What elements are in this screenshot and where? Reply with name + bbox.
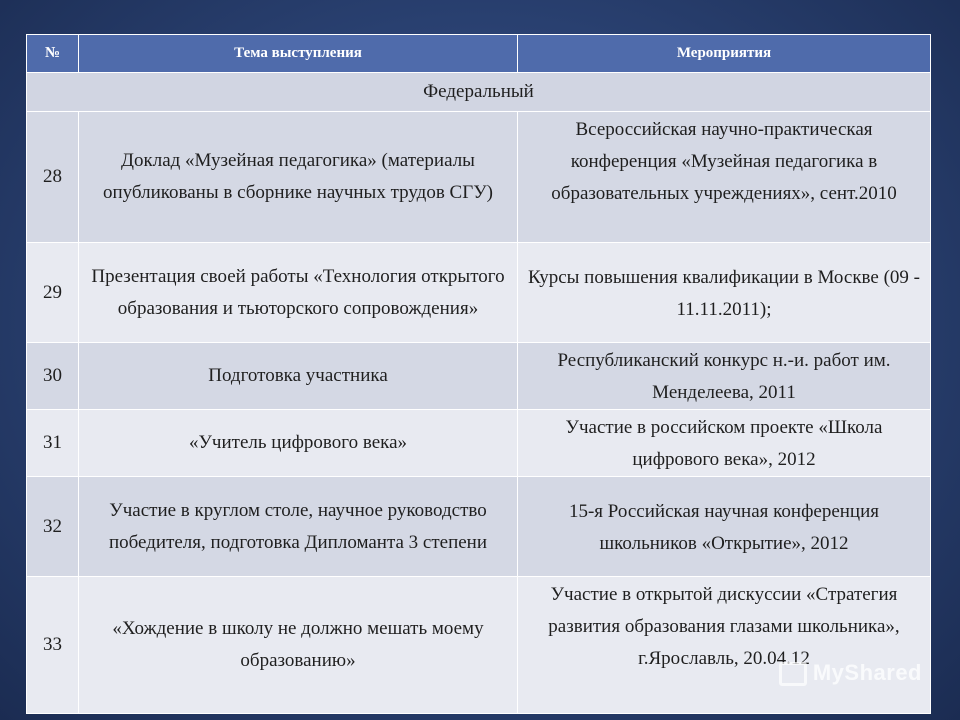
table-row <box>27 243 931 343</box>
watermark-logo-icon <box>779 662 807 686</box>
row-topic: Презентация своей работы «Технология открытого образования и тьюторского сопровождения» <box>79 243 518 343</box>
watermark-text: MyShared <box>812 660 922 685</box>
header-topic: Тема выступления <box>79 35 518 73</box>
row-event: Курсы повышения квалификации в Москве (09 - 11.11.2011); <box>518 243 931 343</box>
row-num: 29 <box>27 243 79 343</box>
row-event: 15-я Российская научная конференция школьников «Открытие», 2012 <box>518 477 931 577</box>
table-row <box>27 112 931 243</box>
row-topic: Подготовка участника <box>79 343 518 410</box>
section-row <box>27 73 931 112</box>
header-num: № <box>27 35 79 73</box>
row-num: 33 <box>27 577 79 714</box>
row-event: Всероссийская научно-практическая конференция «Музейная педагогика в образовательных учреждениях», сент.2010 <box>518 112 931 243</box>
table-row <box>27 343 931 410</box>
activities-table <box>26 34 931 714</box>
row-topic: Доклад «Музейная педагогика» (материалы опубликованы в сборнике научных трудов СГУ) <box>79 112 518 243</box>
row-num: 31 <box>27 410 79 477</box>
row-event: Участие в открытой дискуссии «Стратегия развития образования глазами школьника», г.Ярославль, 20.04.12 <box>518 577 931 714</box>
row-topic: «Учитель цифрового века» <box>79 410 518 477</box>
header-row <box>27 35 931 73</box>
header-events: Мероприятия <box>518 35 931 73</box>
row-event: Участие в российском проекте «Школа цифрового века», 2012 <box>518 410 931 477</box>
row-num: 32 <box>27 477 79 577</box>
table-row <box>27 477 931 577</box>
row-topic: «Хождение в школу не должно мешать моему образованию» <box>79 577 518 714</box>
row-event: Республиканский конкурс н.-и. работ им. Менделеева, 2011 <box>518 343 931 410</box>
table-row <box>27 410 931 477</box>
row-num: 30 <box>27 343 79 410</box>
activities-table-container <box>26 34 930 709</box>
table-row <box>27 577 931 714</box>
watermark <box>779 660 922 686</box>
row-topic: Участие в круглом столе, научное руководство победителя, подготовка Дипломанта 3 степени <box>79 477 518 577</box>
section-title: Федеральный <box>27 73 931 112</box>
row-num: 28 <box>27 112 79 243</box>
